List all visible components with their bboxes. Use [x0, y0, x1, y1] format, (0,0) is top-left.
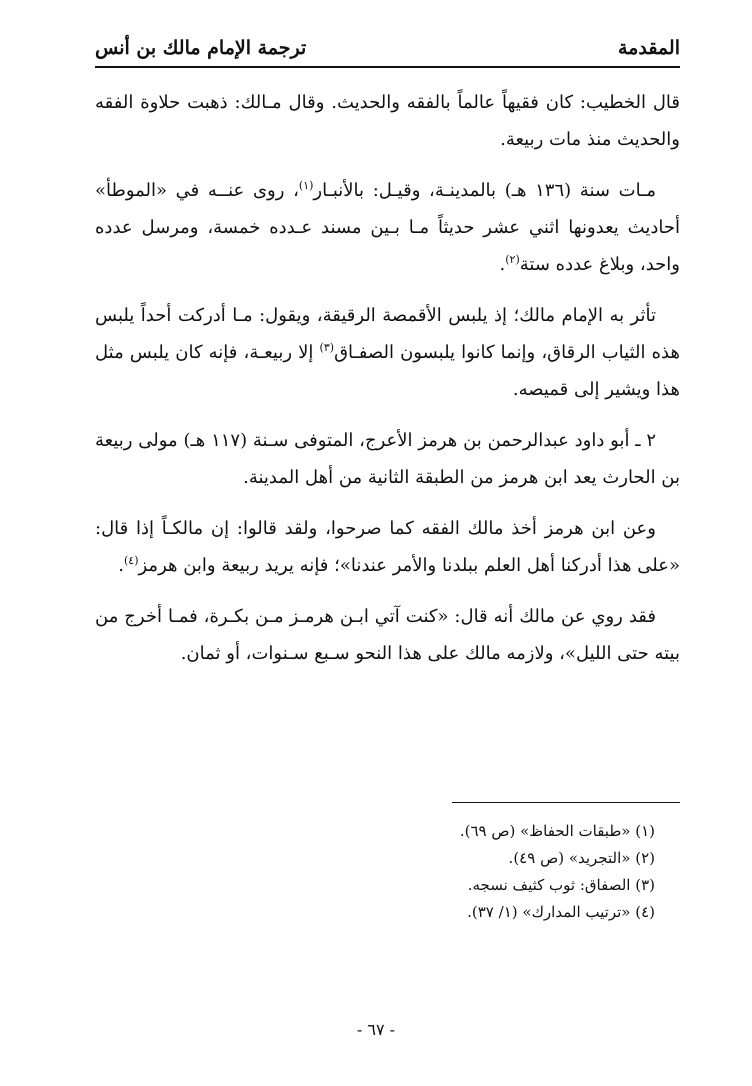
paragraph — [95, 598, 680, 672]
paragraph-text: فقد روي عن مالك أنه قال: «كنت آتي ابـن هرمـز مـن بكـرة، فمـا أخرج من بيته حتى الليل»، ولازمه مالك على هذا النحو سـبع سـنوات، أو ثمان. — [95, 606, 680, 664]
paragraph-text: إلا ربيعـة، فإنه كان يلبس مثل هذا ويشير إلى قميصه. — [95, 342, 680, 400]
footnote: (٢) «التجريد» (ص ٤٩). — [508, 849, 655, 867]
paragraph — [95, 510, 680, 584]
paragraph-text: مـات سنة (١٣٦ هـ) بالمدينـة، وقيـل: بالأنبـار — [313, 180, 656, 201]
paragraph — [95, 84, 680, 158]
footnote-separator — [452, 802, 680, 803]
footnote-reference: (١) — [298, 179, 314, 192]
paragraph-text: . — [118, 555, 124, 576]
header-rule — [95, 66, 680, 68]
paragraph — [95, 172, 680, 283]
footnote: (٣) الصفاق: ثوب كثيف نسجه. — [467, 876, 655, 894]
paragraph — [95, 297, 680, 408]
footnote-reference: (٤) — [123, 554, 139, 567]
header-section: المقدمة — [617, 37, 680, 59]
paragraph-text: . — [499, 254, 506, 275]
footnote: (١) «طبقات الحفاظ» (ص ٦٩). — [459, 822, 655, 840]
paragraph — [95, 422, 680, 496]
running-header — [95, 32, 680, 64]
footnote-reference: (٣) — [319, 341, 335, 354]
paragraph-text: ، روى عنــه في «الموطأ» أحاديث يعدونها اثني عشر حديثاً مـا بـين مسند عـدده خمسة، ومرسل عدده واحد، وبلاغ عدده ستة — [95, 180, 680, 275]
body-text — [95, 84, 680, 686]
paragraph-text: ٢ ـ أبو داود عبدالرحمن بن هرمز الأعرج، المتوفى سـنة (١١٧ هـ) مولى ربيعة بن الحارث يعد ابن هرمز من الطبقة الثانية من أهل المدينة. — [95, 430, 680, 488]
footnotes — [95, 818, 655, 926]
header-title: ترجمة الإمام مالك بن أنس — [95, 37, 307, 59]
paragraph-text: قال الخطيب: كان فقيهاً عالماً بالفقه والحديث. وقال مـالك: ذهبت حلاوة الفقه والحديث منذ مات ربيعة. — [95, 92, 680, 150]
page-number: - ٦٧ - — [356, 1020, 396, 1039]
paragraph-text: تأثر به الإمام مالك؛ إذ يلبس الأقمصة الرقيقة، ويقول: مـا أدركت أحداً يلبس هذه الثياب الرقاق، وإنما كانوا يلبسون الصفـاق — [95, 305, 680, 363]
footnote-reference: (٢) — [505, 253, 520, 266]
paragraph-text: وعن ابن هرمز أخذ مالك الفقه كما صرحوا، ولقد قالوا: إن مالكـاً إذا قال: «على هذا أدركنا أهل العلم ببلدنا والأمر عندنا»؛ فإنه يريد ربيعة وابن هرمز — [95, 518, 680, 576]
footnote: (٤) «ترتيب المدارك» (١/ ٣٧). — [467, 903, 655, 921]
